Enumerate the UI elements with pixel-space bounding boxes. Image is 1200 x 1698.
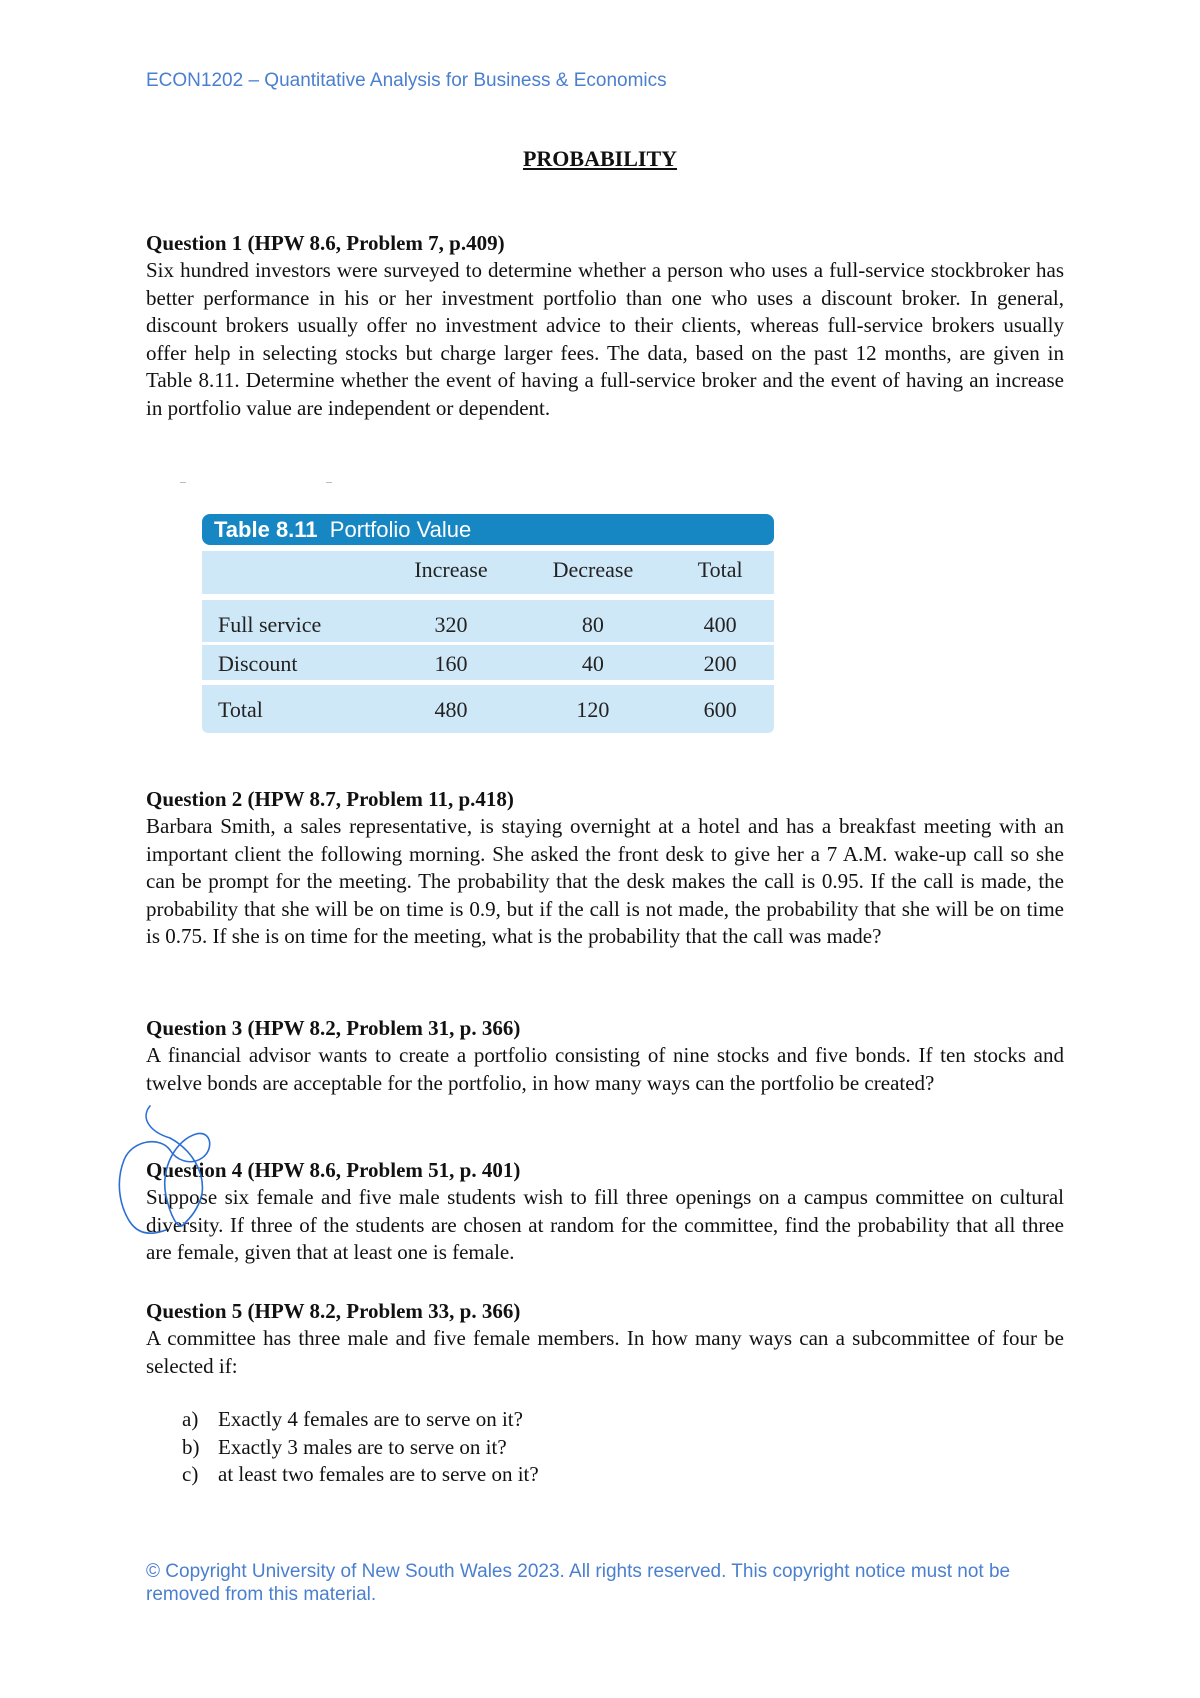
question-4	[146, 1156, 1064, 1267]
table-cell: 80	[581, 612, 604, 637]
table-row	[202, 645, 774, 680]
table-cell: 200	[703, 651, 737, 676]
item-text: at least two females are to serve on it?	[218, 1462, 539, 1487]
table-cell: 320	[434, 612, 468, 637]
item-text: Exactly 4 females are to serve on it?	[218, 1407, 523, 1432]
item-marker: c)	[182, 1462, 199, 1487]
table-cell: 480	[434, 697, 468, 722]
table-row	[202, 600, 774, 642]
table-cell: 40	[581, 651, 604, 676]
portfolio-table	[202, 514, 774, 733]
column-header: Total	[697, 557, 743, 582]
table-caption-number: Table 8.11	[214, 517, 318, 542]
question-body: Suppose six female and five male students wish to fill three openings on a campus committee on cultural diversity. If three of the students are chosen at random for the committee, find the probability that all three are female, given that at least one is female.	[146, 1185, 1064, 1265]
table-header-row	[202, 551, 774, 594]
question-body: Barbara Smith, a sales representative, is staying overnight at a hotel and has a breakfast meeting with an important client the following morning. She asked the front desk to give her a 7 A.M. wake-up call so she can be prompt for the meeting. The probability that the desk makes the call is 0.95. If the call is made, the probability that she will be on time is 0.9, but if the call is not made, the probability that she will be on time is 0.75. If she is on time for the meeting, what is the probability that the call was made?	[146, 814, 1064, 949]
copyright-footer: © Copyright University of New South Wales 2023. All rights reserved. This copyright notice must not be removed from this material.	[146, 1561, 1011, 1605]
stray-mark	[326, 482, 332, 483]
question-1	[146, 229, 1064, 423]
item-marker: a)	[182, 1407, 199, 1432]
table-cell: 120	[576, 697, 610, 722]
list-item	[146, 1461, 1064, 1489]
question-body: Six hundred investors were surveyed to determine whether a person who uses a full-service stockbroker has better performance in his or her investment portfolio than one who uses a discount broker. In general, discount brokers usually offer no investment advice to their clients, whereas full-service brokers usually offer help in selecting stocks but charge larger fees. The data, based on the past 12 months, are given in Table 8.11. Determine whether the event of having a full-service broker and the event of having an increase in portfolio value are independent or dependent.	[146, 258, 1064, 420]
question-body: A committee has three male and five female members. In how many ways can a subcommittee of four be selected if:	[146, 1326, 1064, 1378]
column-header: Decrease	[552, 557, 634, 582]
question-title: Question 5 (HPW 8.2, Problem 33, p. 366)	[146, 1299, 521, 1323]
row-label: Full service	[218, 612, 322, 637]
table-total-row	[202, 685, 774, 733]
item-marker: b)	[182, 1434, 200, 1459]
table-cell: 600	[703, 697, 737, 722]
question-3	[146, 1014, 1064, 1097]
question-5	[146, 1297, 1064, 1489]
list-item	[146, 1406, 1064, 1434]
sub-question-list	[146, 1406, 1064, 1489]
table-caption	[202, 514, 774, 545]
stray-mark	[180, 482, 186, 483]
row-label: Total	[218, 697, 263, 722]
question-title: Question 2 (HPW 8.7, Problem 11, p.418)	[146, 787, 514, 811]
column-header: Increase	[414, 557, 488, 582]
question-title: Question 4 (HPW 8.6, Problem 51, p. 401)	[146, 1158, 521, 1182]
question-title: Question 1 (HPW 8.6, Problem 7, p.409)	[146, 231, 505, 255]
table-cell: 160	[434, 651, 468, 676]
item-text: Exactly 3 males are to serve on it?	[218, 1434, 507, 1459]
page-title: PROBABILITY	[522, 146, 678, 171]
list-item	[146, 1434, 1064, 1462]
question-2	[146, 785, 1064, 951]
column-header	[202, 551, 382, 594]
row-label: Discount	[218, 651, 298, 676]
table-caption-title: Portfolio Value	[329, 517, 472, 542]
question-body: A financial advisor wants to create a portfolio consisting of nine stocks and five bonds. If ten stocks and twelve bonds are acceptable for the portfolio, in how many ways can the portfolio be created?	[146, 1043, 1064, 1095]
question-title: Question 3 (HPW 8.2, Problem 31, p. 366)	[146, 1016, 521, 1040]
table-cell: 400	[703, 612, 737, 637]
course-header: ECON1202 – Quantitative Analysis for Business & Economics	[146, 70, 667, 91]
